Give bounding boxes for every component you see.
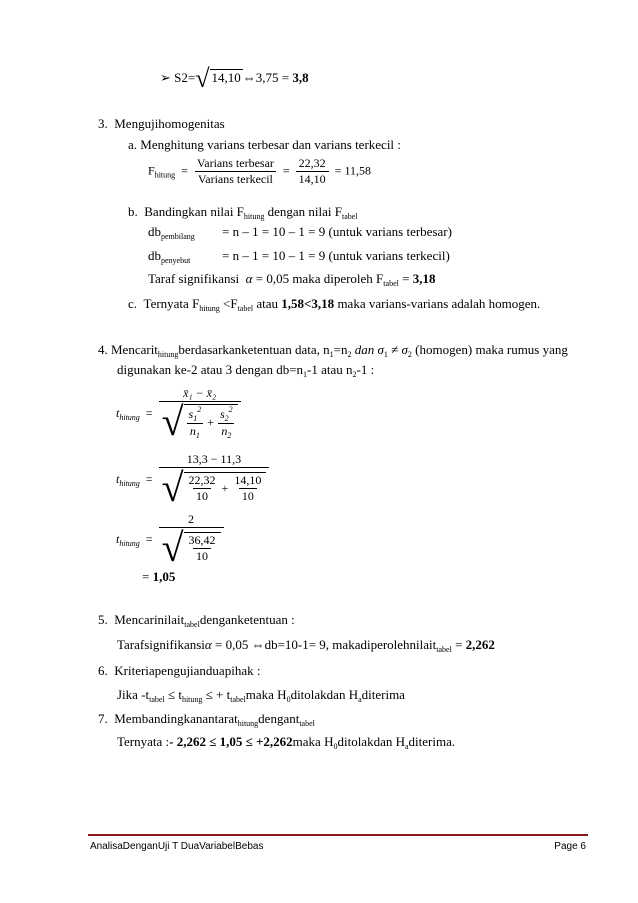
alpha-symbol: α [245, 271, 253, 286]
t-formula-simplified: $t_{hitung}$ = 2 √ $\frac{36,42}{10}$ [116, 512, 224, 568]
section-3c: c. Ternyata $F_{hitung} <F_{tabel}$ atau 1,58<3,18 maka varians-varians adalah homogen. [128, 296, 541, 313]
sqrt-icon: √ [161, 525, 184, 570]
db-pembilang: $db_{pembilang}$ [148, 224, 195, 241]
section-3-heading: 3. Mengujihomogenitas [98, 116, 225, 131]
section-7-heading: 7. Membandingkanantarat$_{hitung}$dengant$_{tabel}$ [98, 711, 315, 728]
db-pembilang-value: = n – 1 = 10 – 1 = 9 (untuk varians terbesar) [222, 224, 452, 239]
t-formula-substituted: $t_{hitung}$ = 13,3 − 11,3 √ $\frac{22,32}{10}$ + $\frac{14,10}{10}$ [116, 452, 269, 508]
section-3a: a. Menghitung varians terbesar dan varians terkecil : [128, 137, 401, 152]
sqrt-icon: √ [161, 399, 184, 444]
t-result: = 1,05 [142, 569, 176, 584]
taraf-signifikansi: Taraf signifikansi α = 0,05 maka diperoleh $F_{tabel} = 3,18$ [148, 271, 436, 288]
f-hitung-formula: $F_{hitung}$ = $\frac{\text{Varians terbesar}}{\text{Varians terkecil}}$ = $\frac{22,32}{14,10}$ = 11,58 [148, 156, 371, 186]
page-number: Page 6 [554, 841, 586, 852]
section-5-line2: Tarafsignifikansiα = 0,05 ⇔db=10-1= 9, makadiperolehnilait$_{tabel}$ = 2,262 [117, 637, 495, 654]
section-6-line2: Jika $-t_{tabel} \le t_{hitung}$ ≤ + $t_{tabel}maka$ $H_0ditolakdan$ $H_aditerima$ [117, 687, 405, 704]
t-formula-general: $t_{hitung}$ = x̄₁ − x̄₂ √ $\frac{s_1^2}{n_1}$ + $\frac{s_2^2}{n_2}$ [116, 386, 241, 442]
bullet-formula: ➢ S2=√ 14,10 ⇔3,75 = 3,8 [160, 64, 309, 93]
footer-divider [88, 834, 588, 836]
section-3b: b. Bandingkan nilai $F_{hitung}$ dengan nilai $F_{tabel}$ [128, 204, 358, 221]
section-4-heading: 4. Mencarit$_{hitung}$berdasarkanketentuan data, $n_1=n_2$ dan $\sigma_1 \ne \sigma_2$ (homogen) maka rumus yang [98, 342, 568, 359]
db-penyebut: $db_{penyebut}$ [148, 248, 191, 265]
sqrt-icon: √ [161, 465, 184, 510]
sqrt-icon: √ [195, 64, 210, 93]
f-fraction-words: $\frac{\text{Varians terbesar}}{\text{Varians terkecil}}$ [196, 156, 274, 186]
section-4-line2: digunakan ke-2 atau 3 dengan $db=n_1-1$ atau $n_2-1$ : [117, 362, 375, 379]
f-fraction-values: $\frac{22,32}{14,10}$ [296, 156, 329, 187]
bullet-icon: ➢ [160, 69, 171, 85]
db-penyebut-value: = n – 1 = 10 – 1 = 9 (untuk varians terkecil) [222, 248, 450, 263]
section-7-line2: Ternyata :- 2,262 ≤ 1,05 ≤ +2,262maka $H_0ditolakdan$ $H_aditerima$. [117, 734, 456, 751]
t-general-fraction: x̄₁ − x̄₂ √ $\frac{s_1^2}{n_1}$ + $\frac{s_2^2}{n_2}$ [159, 386, 241, 442]
footer-title: AnalisaDenganUji T DuaVariabelBebas [90, 841, 264, 852]
section-6-heading: 6. Kriteriapengujianduapihak : [98, 663, 261, 678]
section-5-heading: 5. Mencarinilait$_{tabel}$denganketentuan : [98, 612, 295, 629]
